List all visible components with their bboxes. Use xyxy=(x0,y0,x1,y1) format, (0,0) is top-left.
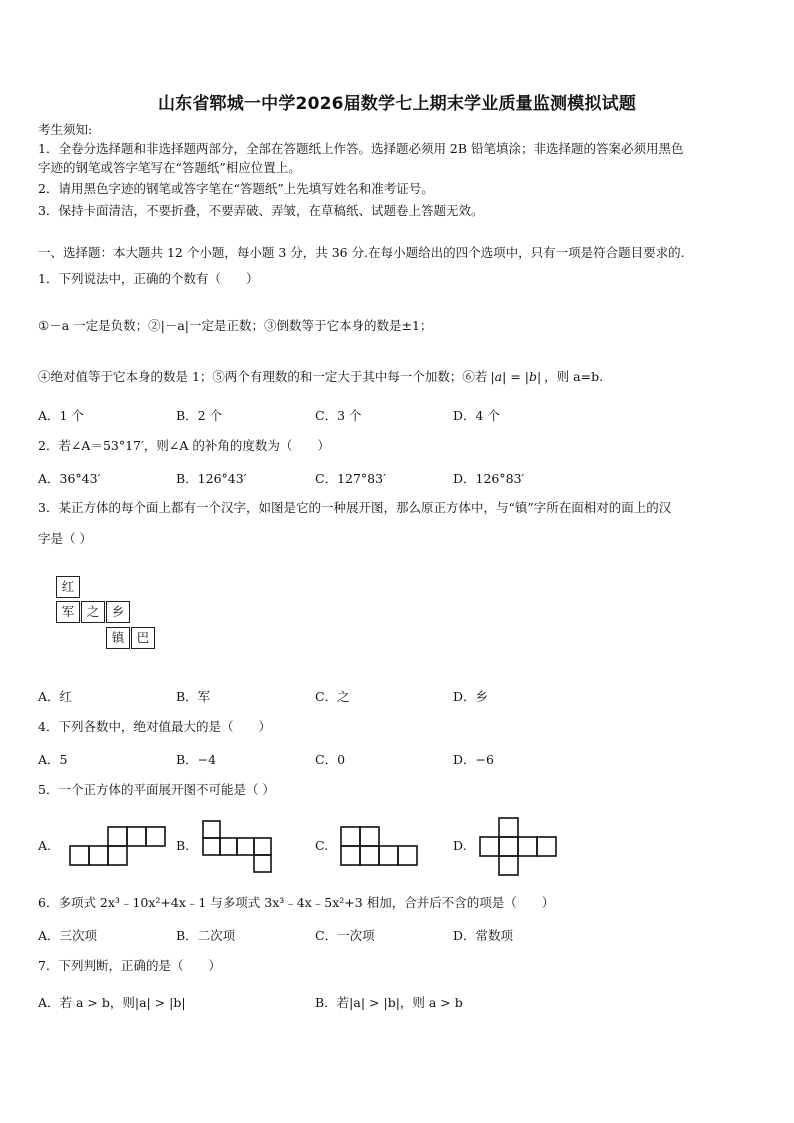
q5-option-a[interactable]: A. xyxy=(38,838,52,853)
q4-stem: 4．下列各数中，绝对值最大的是（ ） xyxy=(38,719,271,734)
q1-option-d[interactable]: D．4 个 xyxy=(453,408,500,423)
q3-option-a[interactable]: A．红 xyxy=(38,689,73,704)
net-face-2: 军 xyxy=(56,601,80,623)
q3-option-d[interactable]: D．乡 xyxy=(453,689,489,704)
q1-option-b[interactable]: B．2 个 xyxy=(176,408,223,423)
q1-statements-2-tail: ，则 a=b. xyxy=(544,369,604,384)
q2-option-b[interactable]: B．126°43′ xyxy=(176,471,247,486)
section-heading: 一、选择题：本大题共 12 个小题，每小题 3 分，共 36 分.在每小题给出的四个选项中，只有一项是符合题目要求的. xyxy=(38,245,685,260)
net-face-4: 乡 xyxy=(106,601,130,623)
q1-option-a[interactable]: A．1 个 xyxy=(38,408,84,423)
q1-abs-expression: |a| = |b| xyxy=(490,369,542,384)
q5-net-b-figure xyxy=(203,820,279,874)
q6-stem: 6．多项式 2x³﹣10x²+4x﹣1 与多项式 3x³﹣4x﹣5x²+3 相加，合并后不含的项是（ ） xyxy=(38,895,555,910)
notice-item-3: 3．保持卡面清洁，不要折叠，不要弄破、弄皱，在草稿纸、试题卷上答题无效。 xyxy=(38,203,484,218)
q2-option-c[interactable]: C．127°83′ xyxy=(315,471,386,486)
notice-item-1-cont: 字迹的钢笔或答字笔写在“答题纸”相应位置上。 xyxy=(38,160,301,175)
q3-stem-cont: 字是（ ） xyxy=(38,531,92,546)
q5-net-d-figure xyxy=(480,817,562,877)
q5-option-b[interactable]: B. xyxy=(176,838,190,853)
q4-option-c[interactable]: C．0 xyxy=(315,752,346,767)
q7-option-a[interactable]: A．若 a > b，则|a| > |b| xyxy=(38,995,186,1010)
net-face-6: 巴 xyxy=(131,627,155,649)
q2-stem: 2．若∠A＝53°17′，则∠A 的补角的度数为（ ） xyxy=(38,438,330,453)
q5-stem: 5．一个正方体的平面展开图不可能是（ ） xyxy=(38,782,275,797)
net-face-3: 之 xyxy=(81,601,105,623)
q6-option-a[interactable]: A．三次项 xyxy=(38,928,98,943)
q6-option-d[interactable]: D．常数项 xyxy=(453,928,514,943)
q4-option-b[interactable]: B．−4 xyxy=(176,752,217,767)
q3-option-c[interactable]: C．之 xyxy=(315,689,350,704)
q5-net-a-figure xyxy=(70,826,170,868)
q5-net-c-figure xyxy=(341,826,423,868)
q4-option-d[interactable]: D．−6 xyxy=(453,752,494,767)
q2-option-a[interactable]: A．36°43′ xyxy=(38,471,101,486)
q3-option-b[interactable]: B．军 xyxy=(176,689,211,704)
q3-stem: 3．某正方体的每个面上都有一个汉字，如图是它的一种展开图，那么原正方体中，与“镇”字所在面相对的面上的汉 xyxy=(38,500,672,515)
q6-option-b[interactable]: B．二次项 xyxy=(176,928,236,943)
q7-option-b[interactable]: B．若|a| > |b|，则 a > b xyxy=(315,995,463,1010)
notice-item-2: 2．请用黑色字迹的钢笔或答字笔在“答题纸”上先填写姓名和准考证号。 xyxy=(38,181,434,196)
q1-statements-2-text: ④绝对值等于它本身的数是 1；⑤两个有理数的和一定大于其中每一个加数；⑥若 xyxy=(38,369,488,384)
q6-option-c[interactable]: C．一次项 xyxy=(315,928,375,943)
notice-item-1: 1．全卷分选择题和非选择题两部分，全部在答题纸上作答。选择题必须用 2B 铅笔填涂；非选择题的答案必须用黑色 xyxy=(38,141,684,156)
net-face-1: 红 xyxy=(56,576,80,598)
q7-stem: 7．下列判断，正确的是（ ） xyxy=(38,958,221,973)
q1-option-c[interactable]: C．3 个 xyxy=(315,408,362,423)
page-title: 山东省郓城一中学2026届数学七上期末学业质量监测模拟试题 xyxy=(157,94,637,114)
q2-option-d[interactable]: D．126°83′ xyxy=(453,471,525,486)
net-face-5: 镇 xyxy=(106,627,130,649)
q5-option-c[interactable]: C. xyxy=(315,838,329,853)
q1-statements-2 xyxy=(38,368,603,386)
notice-heading: 考生须知: xyxy=(38,122,93,137)
q5-option-d[interactable]: D. xyxy=(453,838,467,853)
q4-option-a[interactable]: A．5 xyxy=(38,752,68,767)
q1-statements-1: ①－a 一定是负数；②|－a|一定是正数；③倒数等于它本身的数是±1； xyxy=(38,318,433,333)
q1-stem: 1．下列说法中，正确的个数有（ ） xyxy=(38,271,259,286)
